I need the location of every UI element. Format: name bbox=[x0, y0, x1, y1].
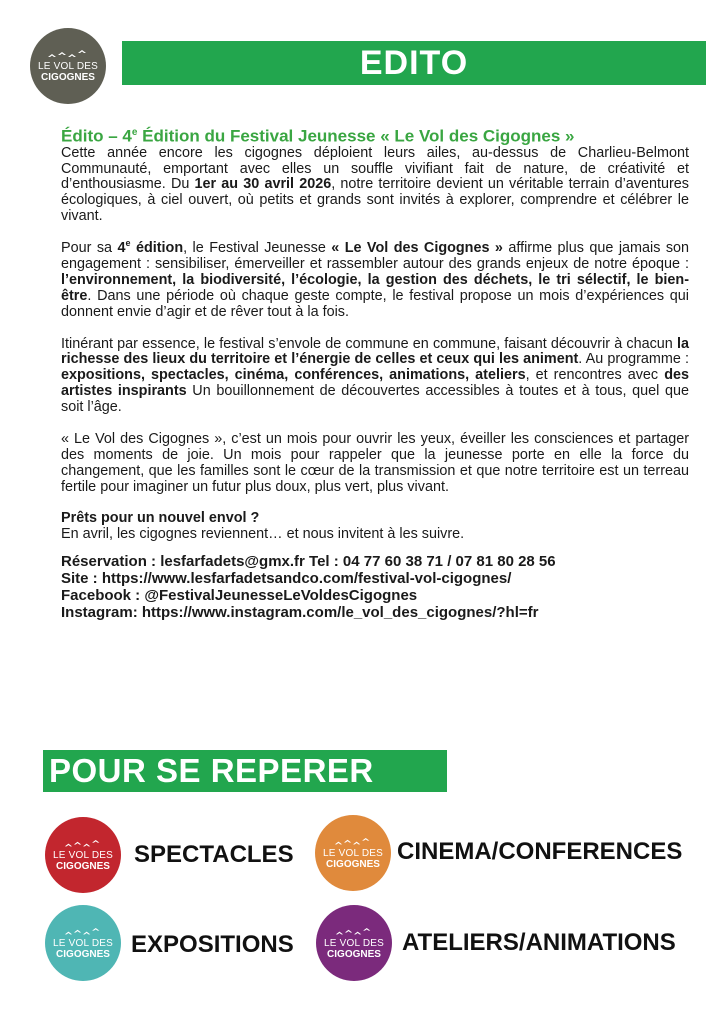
category-label-expositions: EXPOSITIONS bbox=[131, 931, 294, 958]
paragraph-itinerant: Itinérant par essence, le festival s’envole de commune en commune, faisant découvrir à chacun la richesse des lieux du territoire et l’énergie de celles et ceux qui les animent. Au programme : expositions, spectacles, cinéma, conférences, animations, ateliers, et rencontres avec des artistes inspirants Un bouillonnement de découvertes accessibles à toutes et à tous, quel que soit l’âge. bbox=[61, 335, 689, 416]
edito-title: Édito – 4e Édition du Festival Jeunesse « Le Vol des Cigognes » bbox=[61, 126, 575, 146]
category-label-cinema: CINEMA/CONFERENCES bbox=[397, 838, 683, 865]
logo-line-2: CIGOGNES bbox=[41, 72, 95, 83]
birds-icon bbox=[333, 837, 373, 848]
birds-icon bbox=[334, 927, 374, 938]
reperer-banner: POUR SE REPERER bbox=[43, 750, 447, 792]
contact-instagram: Instagram: https://www.instagram.com/le_vol_des_cigognes/?hl=fr bbox=[61, 604, 539, 622]
paragraph-vol: « Le Vol des Cigognes », c’est un mois pour ouvrir les yeux, éveiller les consciences et partager des moments de joie. Un mois pour rappeler que la jeunesse porte en elle la force du changement, que les familles sont le cœur de la transmission et que notre territoire est un terreau fertile pour imaginer un futur plus doux, plus vert, plus vivant. bbox=[61, 430, 689, 495]
category-logo-cinema: LE VOL DES CIGOGNES bbox=[315, 815, 391, 891]
category-logo-ateliers: LE VOL DES CIGOGNES bbox=[316, 905, 392, 981]
paragraph-intro: Cette année encore les cigognes déploient leurs ailes, au-dessus de Charlieu-Belmont Communauté, emportant avec elles un souffle vivifiant fait de nature, de créativité et d’enthousiasme. Du 1er au 30 avril 2026, notre territoire devient un véritable terrain d’aventures écologiques, à ciel ouvert, où petits et grands sont invités à explorer, comprendre et célébrer le vivant. bbox=[61, 144, 689, 225]
birds-icon bbox=[63, 839, 103, 850]
edito-content bbox=[61, 123, 689, 621]
contact-site: Site : https://www.lesfarfadetsandco.com/festival-vol-cigognes/ bbox=[61, 570, 512, 588]
category-logo-expositions: LE VOL DES CIGOGNES bbox=[45, 905, 121, 981]
paragraph-envol: Prêts pour un nouvel envol ? En avril, les cigognes reviennent… et nous invitent à les suivre. bbox=[61, 510, 465, 543]
contact-reservation: Réservation : lesfarfadets@gmx.fr Tel : 04 77 60 38 71 / 07 81 80 28 56 bbox=[61, 553, 556, 571]
birds-icon bbox=[46, 49, 90, 61]
category-label-ateliers: ATELIERS/ANIMATIONS bbox=[402, 929, 676, 956]
category-logo-spectacles: LE VOL DES CIGOGNES bbox=[45, 817, 121, 893]
birds-icon bbox=[63, 927, 103, 938]
category-label-spectacles: SPECTACLES bbox=[134, 841, 294, 868]
logo-line-1: LE VOL DES bbox=[38, 61, 98, 72]
contact-block bbox=[61, 553, 689, 621]
edito-banner: EDITO bbox=[122, 41, 706, 85]
contact-facebook: Facebook : @FestivalJeunesseLeVoldesCigognes bbox=[61, 587, 418, 605]
paragraph-edition: Pour sa 4e édition, le Festival Jeunesse « Le Vol des Cigognes » affirme plus que jamais son engagement : sensibiliser, émerveiller et rassembler autour des grands enjeux de notre époque : l’environnement, la biodiversité, l’écologie, la gestion des déchets, le tri sélectif, le bien-être. Dans une période où chaque geste compte, le festival propose un mois d’expériences qui donnent envie d’agir et de rêver tout à la fois. bbox=[61, 238, 690, 320]
festival-logo bbox=[30, 28, 106, 104]
